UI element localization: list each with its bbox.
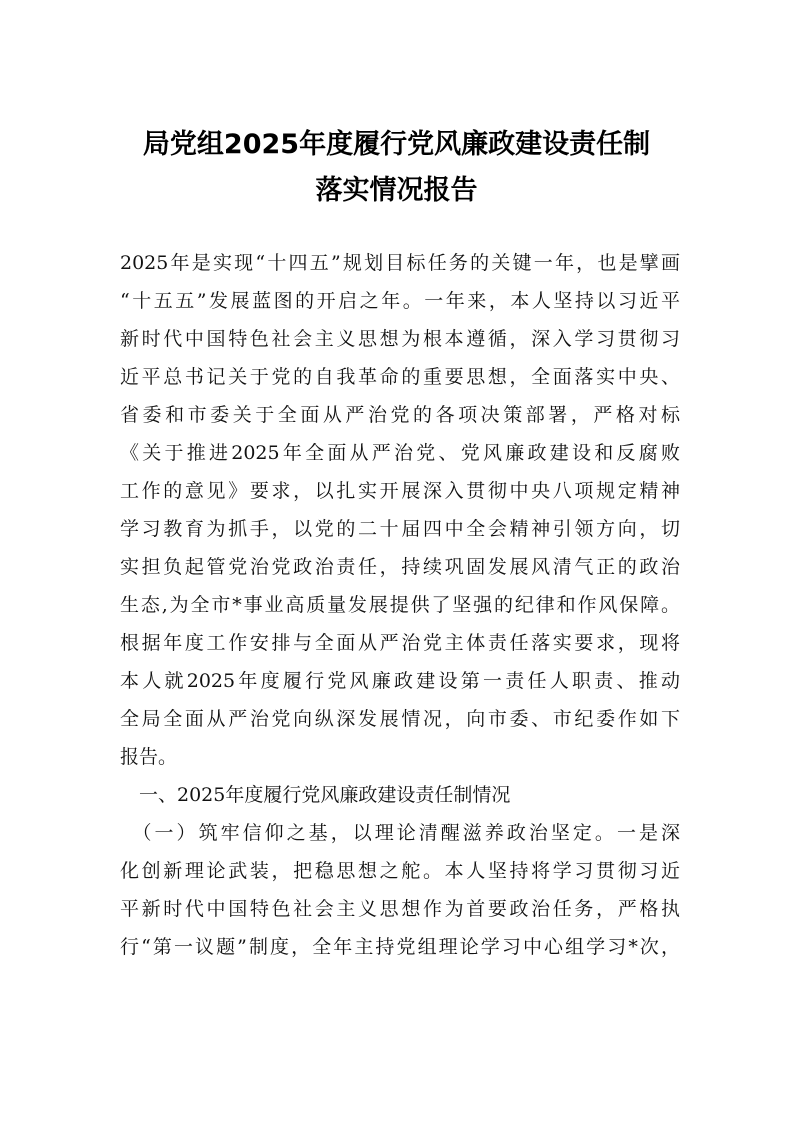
document-title-line-1: 局党组2025年度履行党风廉政建设责任制 — [142, 129, 651, 160]
body-line: 学习教育为抓手，以党的二十届四中全会精神引领方向，切 — [120, 518, 680, 540]
body-line: 新时代中国特色社会主义思想为根本遵循，深入学习贯彻习 — [120, 328, 680, 350]
body-line: 化创新理论武装，把稳思想之舵。本人坚持将学习贯彻习近 — [120, 860, 680, 882]
section-heading: 一、2025年度履行党风廉政建设责任制情况 — [120, 784, 511, 806]
body-line: 报告。 — [120, 746, 178, 768]
body-line: 行“第一议题”制度，全年主持党组理论学习中心组学习*次， — [120, 936, 680, 958]
body-line: 《关于推进2025年全面从严治党、党风廉政建设和反腐败 — [120, 442, 680, 464]
body-line: “十五五”发展蓝图的开启之年。一年来，本人坚持以习近平 — [120, 290, 680, 312]
document-title-line-2: 落实情况报告 — [315, 175, 478, 206]
body-line: 省委和市委关于全面从严治党的各项决策部署，严格对标 — [120, 404, 680, 426]
body-line: 生态,为全市*事业高质量发展提供了坚强的纪律和作风保障。 — [120, 594, 680, 616]
body-line: 实担负起管党治党政治责任，持续巩固发展风清气正的政治 — [120, 556, 680, 578]
body-line: 工作的意见》要求，以扎实开展深入贯彻中央八项规定精神 — [120, 480, 680, 502]
body-line: 本人就2025年度履行党风廉政建设第一责任人职责、推动 — [120, 670, 680, 692]
body-line: 根据年度工作安排与全面从严治党主体责任落实要求，现将 — [120, 632, 680, 654]
body-line: （一）筑牢信仰之基，以理论清醒滋养政治坚定。一是深 — [120, 822, 680, 844]
body-line: 2025年是实现“十四五”规划目标任务的关键一年，也是擘画 — [120, 252, 680, 274]
body-line: 平新时代中国特色社会主义思想作为首要政治任务，严格执 — [120, 898, 680, 920]
body-line: 全局全面从严治党向纵深发展情况，向市委、市纪委作如下 — [120, 708, 680, 730]
body-line: 近平总书记关于党的自我革命的重要思想，全面落实中央、 — [120, 366, 680, 388]
